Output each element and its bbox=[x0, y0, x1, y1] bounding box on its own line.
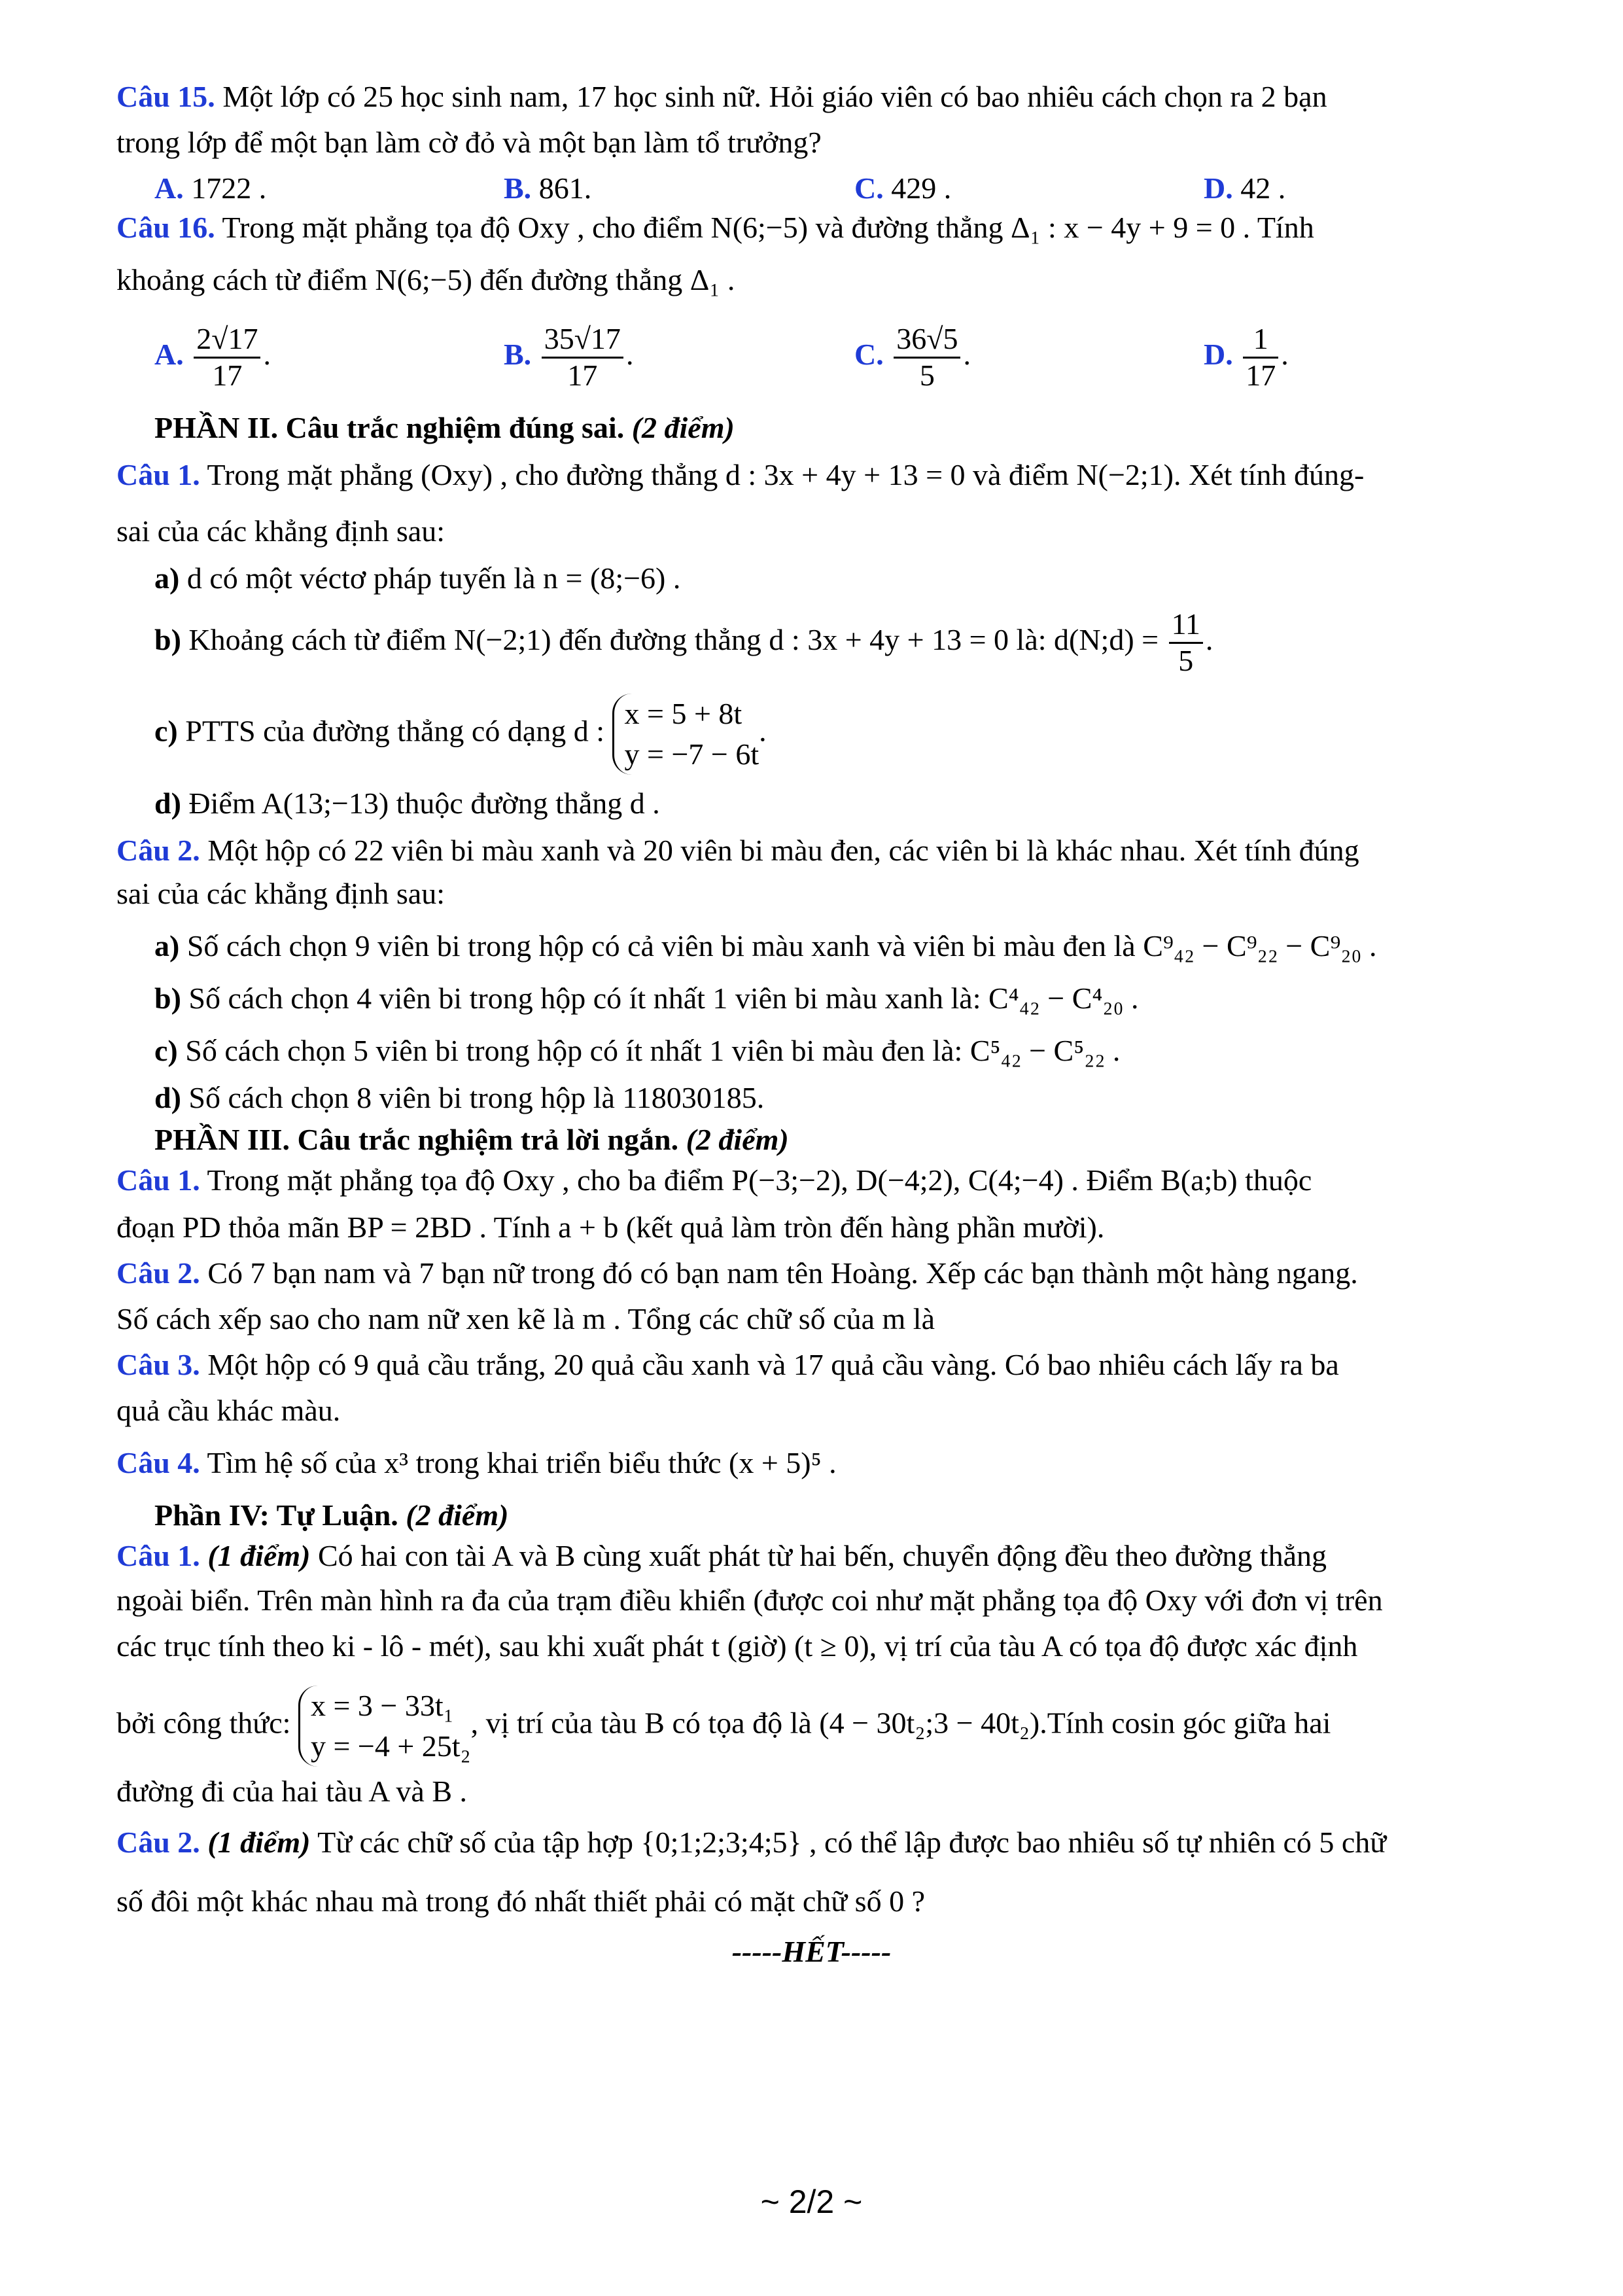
page-number: ~ 2/2 ~ bbox=[760, 2183, 863, 2220]
denominator: 5 bbox=[1178, 643, 1194, 677]
p2q1-item-b: b) Khoảng cách từ điểm N(−2;1) đến đường thẳng d : 3x + 4y + 13 = 0 là: d(N;d) = $\frac{11}{5}$ . bbox=[154, 607, 1213, 677]
p4q2-label: Câu 2. bbox=[116, 1826, 200, 1859]
p4q2-line-1 bbox=[116, 1826, 1386, 1860]
p4q1-post: , vị trí của tàu B có tọa độ là (4 − 30t₂;3 − 40t₂).Tính cosin góc giữa hai bbox=[470, 1706, 1331, 1740]
p2q1-item-d bbox=[154, 786, 660, 821]
p4q1-text-1: Có hai con tài A và B cùng xuất phát từ hai bến, chuyển động đều theo đường thẳng bbox=[317, 1539, 1327, 1572]
p2q1-line-2: sai của các khẳng định sau: bbox=[116, 514, 445, 548]
part4-title: Phần IV: Tự Luận. bbox=[154, 1498, 398, 1532]
option-text: 42 . bbox=[1240, 171, 1286, 205]
option-text: 429 . bbox=[891, 171, 952, 205]
p2q2-text-1: Một hộp có 22 viên bi màu xanh và 20 viên bi màu đen, các viên bi là khác nhau. Xét tính đúng bbox=[207, 834, 1359, 867]
p4q1-line-4 bbox=[116, 1686, 1331, 1767]
part4-heading bbox=[154, 1498, 508, 1533]
part2-points: (2 điểm) bbox=[631, 411, 735, 444]
item-key: d) bbox=[154, 786, 181, 820]
denominator: 17 bbox=[1246, 358, 1276, 392]
numerator: 35√17 bbox=[542, 322, 623, 359]
fraction bbox=[542, 322, 623, 393]
part2-title: PHẦN II. Câu trắc nghiệm đúng sai. bbox=[154, 411, 625, 444]
p3q2-line-2: Số cách xếp sao cho nam nữ xen kẽ là m . Tổng các chữ số của m là bbox=[116, 1302, 935, 1335]
part3-heading bbox=[154, 1123, 789, 1157]
p2q2-label: Câu 2. bbox=[116, 834, 200, 867]
p2q1-item-c: c) PTTS của đường thẳng có dạng d : x = 5 + 8t y = −7 − 6t . bbox=[154, 694, 767, 775]
p3q4-line-1 bbox=[116, 1446, 837, 1481]
p4q2-line-2: số đôi một khác nhau mà trong đó nhất thiết phải có mặt chữ số 0 ? bbox=[116, 1884, 926, 1918]
part3-points: (2 điểm) bbox=[686, 1123, 789, 1156]
p4q1-label: Câu 1. bbox=[116, 1539, 200, 1572]
fraction bbox=[1169, 607, 1203, 679]
p2q2-item-a bbox=[154, 929, 1376, 964]
fraction bbox=[894, 322, 960, 393]
p4q1-line-3: các trục tính theo ki - lô - mét), sau khi xuất phát t (giờ) (t ≥ 0), vị trí của tàu A có tọa độ được xác định bbox=[116, 1629, 1358, 1663]
option-key: B. bbox=[504, 337, 532, 371]
p4q1-line-5: đường đi của hai tàu A và B . bbox=[116, 1775, 468, 1808]
p2q2-line-2: sai của các khẳng định sau: bbox=[116, 877, 445, 910]
option-key: D. bbox=[1204, 171, 1233, 205]
item-key: b) bbox=[154, 981, 181, 1015]
q16-text-1: Trong mặt phẳng tọa độ Oxy , cho điểm N(6;−5) và đường thẳng Δ₁ : x − 4y + 9 = 0 . Tính bbox=[222, 211, 1314, 244]
p3q1-text-1: Trong mặt phẳng tọa độ Oxy , cho ba điểm P(−3;−2), D(−4;2), C(4;−4) . Điểm B(a;b) thuộc bbox=[207, 1163, 1312, 1197]
p3q1-line-2: đoạn PD thỏa mãn BP = 2BD . Tính a + b (kết quả làm tròn đến hàng phần mười). bbox=[116, 1210, 1105, 1244]
option-key: A. bbox=[154, 337, 184, 371]
q16-option-b: B. $\frac{35√17}{17}$ . bbox=[504, 322, 634, 392]
q16-option-a: A. $\frac{2√17}{17}$ . bbox=[154, 322, 271, 392]
item-text: d có một véctơ pháp tuyến là n = (8;−6) . bbox=[186, 561, 681, 595]
p2q1-label: Câu 1. bbox=[116, 458, 200, 491]
equation-line: y = −7 − 6t bbox=[624, 737, 759, 771]
option-key: D. bbox=[1204, 337, 1233, 371]
item-text: Số cách chọn 9 viên bi trong hộp có cả viên bi màu xanh và viên bi màu đen là C⁹₄₂ − C⁹₂₂ − C⁹₂₀ . bbox=[186, 929, 1377, 963]
p2q1-text-1: Trong mặt phẳng (Oxy) , cho đường thẳng d : 3x + 4y + 13 = 0 và điểm N(−2;1). Xét tính đúng- bbox=[207, 458, 1365, 491]
option-text: 861. bbox=[538, 171, 592, 205]
denominator: 5 bbox=[919, 358, 935, 392]
item-text: Khoảng cách từ điểm N(−2;1) đến đường thẳng d : 3x + 4y + 13 = 0 là: d(N;d) = bbox=[188, 622, 1159, 656]
q16-option-d: D. $\frac{1}{17}$ . bbox=[1204, 322, 1289, 392]
p3q3-line-1 bbox=[116, 1348, 1339, 1383]
q16-line-1 bbox=[116, 211, 1314, 245]
p3q3-text-1: Một hộp có 9 quả cầu trắng, 20 quả cầu xanh và 17 quả cầu vàng. Có bao nhiêu cách lấy ra ba bbox=[207, 1348, 1339, 1381]
p3q2-text-1: Có 7 bạn nam và 7 bạn nữ trong đó có bạn nam tên Hoàng. Xếp các bạn thành một hàng ngang. bbox=[207, 1256, 1358, 1290]
q16-label: Câu 16. bbox=[116, 211, 215, 244]
q15-option-d bbox=[1204, 171, 1285, 206]
q15-line-1 bbox=[116, 80, 1327, 115]
p2q2-item-b bbox=[154, 981, 1139, 1016]
equation-line: y = −4 + 25t₂ bbox=[310, 1729, 471, 1763]
part4-points: (2 điểm) bbox=[406, 1498, 509, 1532]
p2q2-line-1 bbox=[116, 834, 1359, 868]
item-key: a) bbox=[154, 929, 180, 963]
p3q4-text-1: Tìm hệ số của x³ trong khai triển biểu thức (x + 5)⁵ . bbox=[207, 1446, 837, 1479]
q15-option-a bbox=[154, 171, 266, 206]
p4q1-points: (1 điểm) bbox=[207, 1539, 311, 1572]
equation-system bbox=[298, 1686, 471, 1767]
part3-title: PHẦN III. Câu trắc nghiệm trả lời ngắn. bbox=[154, 1123, 679, 1156]
item-text: PTTS của đường thẳng có dạng d : bbox=[185, 714, 605, 748]
p3q2-line-1 bbox=[116, 1256, 1358, 1291]
p3q1-line-1 bbox=[116, 1163, 1312, 1198]
q16-line-2: khoảng cách từ điểm N(6;−5) đến đường thẳng Δ₁ . bbox=[116, 263, 735, 296]
p4q1-pre: bởi công thức: bbox=[116, 1706, 291, 1740]
numerator: 11 bbox=[1169, 607, 1203, 644]
item-key: c) bbox=[154, 714, 178, 748]
p4q1-line-2: ngoài biển. Trên màn hình ra đa của trạm điều khiển (được coi như mặt phẳng tọa độ Oxy với đơn vị trên bbox=[116, 1583, 1383, 1617]
item-text: Điểm A(13;−13) thuộc đường thẳng d . bbox=[188, 786, 660, 820]
denominator: 17 bbox=[567, 358, 598, 392]
item-key: a) bbox=[154, 561, 180, 595]
p4q2-text-1: Từ các chữ số của tập hợp {0;1;2;3;4;5} , có thể lập được bao nhiêu số tự nhiên có 5 chữ bbox=[317, 1826, 1387, 1859]
numerator: 1 bbox=[1243, 322, 1278, 359]
equation-line: x = 5 + 8t bbox=[624, 697, 742, 730]
option-key: C. bbox=[854, 337, 884, 371]
item-key: b) bbox=[154, 622, 181, 656]
p3q4-label: Câu 4. bbox=[116, 1446, 200, 1479]
q15-text-1: Một lớp có 25 học sinh nam, 17 học sinh nữ. Hỏi giáo viên có bao nhiêu cách chọn ra 2 bạn bbox=[222, 80, 1327, 113]
fraction bbox=[194, 322, 260, 393]
option-key: C. bbox=[854, 171, 884, 205]
numerator: 36√5 bbox=[894, 322, 960, 359]
q15-label: Câu 15. bbox=[116, 80, 215, 113]
item-text: Số cách chọn 5 viên bi trong hộp có ít nhất 1 viên bi màu đen là: C⁵₄₂ − C⁵₂₂ . bbox=[185, 1034, 1121, 1067]
q16-option-c: C. $\frac{36√5}{5}$ . bbox=[854, 322, 971, 392]
p3q3-line-2: quả cầu khác màu. bbox=[116, 1394, 341, 1427]
numerator: 2√17 bbox=[194, 322, 260, 359]
item-text: Số cách chọn 4 viên bi trong hộp có ít nhất 1 viên bi màu xanh là: C⁴₄₂ − C⁴₂₀ . bbox=[188, 981, 1139, 1015]
option-key: A. bbox=[154, 171, 184, 205]
part2-heading bbox=[154, 411, 735, 446]
end-mark: -----HẾT----- bbox=[731, 1935, 892, 1968]
p3q1-label: Câu 1. bbox=[116, 1163, 200, 1197]
p2q1-line-1 bbox=[116, 458, 1364, 493]
p3q2-label: Câu 2. bbox=[116, 1256, 200, 1290]
p3q3-label: Câu 3. bbox=[116, 1348, 200, 1381]
p2q1-item-a bbox=[154, 561, 680, 596]
fraction bbox=[1243, 322, 1278, 393]
q15-option-b bbox=[504, 171, 591, 206]
item-key: d) bbox=[154, 1081, 181, 1114]
p4q2-points: (1 điểm) bbox=[207, 1826, 311, 1859]
equation-system bbox=[612, 694, 759, 775]
denominator: 17 bbox=[212, 358, 243, 392]
p2q2-item-d bbox=[154, 1081, 764, 1116]
q15-option-c bbox=[854, 171, 951, 206]
option-text: 1722 . bbox=[191, 171, 267, 205]
p2q2-item-c bbox=[154, 1034, 1120, 1069]
option-key: B. bbox=[504, 171, 532, 205]
equation-line: x = 3 − 33t₁ bbox=[310, 1689, 454, 1722]
item-text: Số cách chọn 8 viên bi trong hộp là 118030185. bbox=[188, 1081, 765, 1114]
item-key: c) bbox=[154, 1034, 178, 1067]
q15-line-2: trong lớp để một bạn làm cờ đỏ và một bạn làm tổ trưởng? bbox=[116, 126, 822, 159]
p4q1-line-1 bbox=[116, 1539, 1327, 1574]
